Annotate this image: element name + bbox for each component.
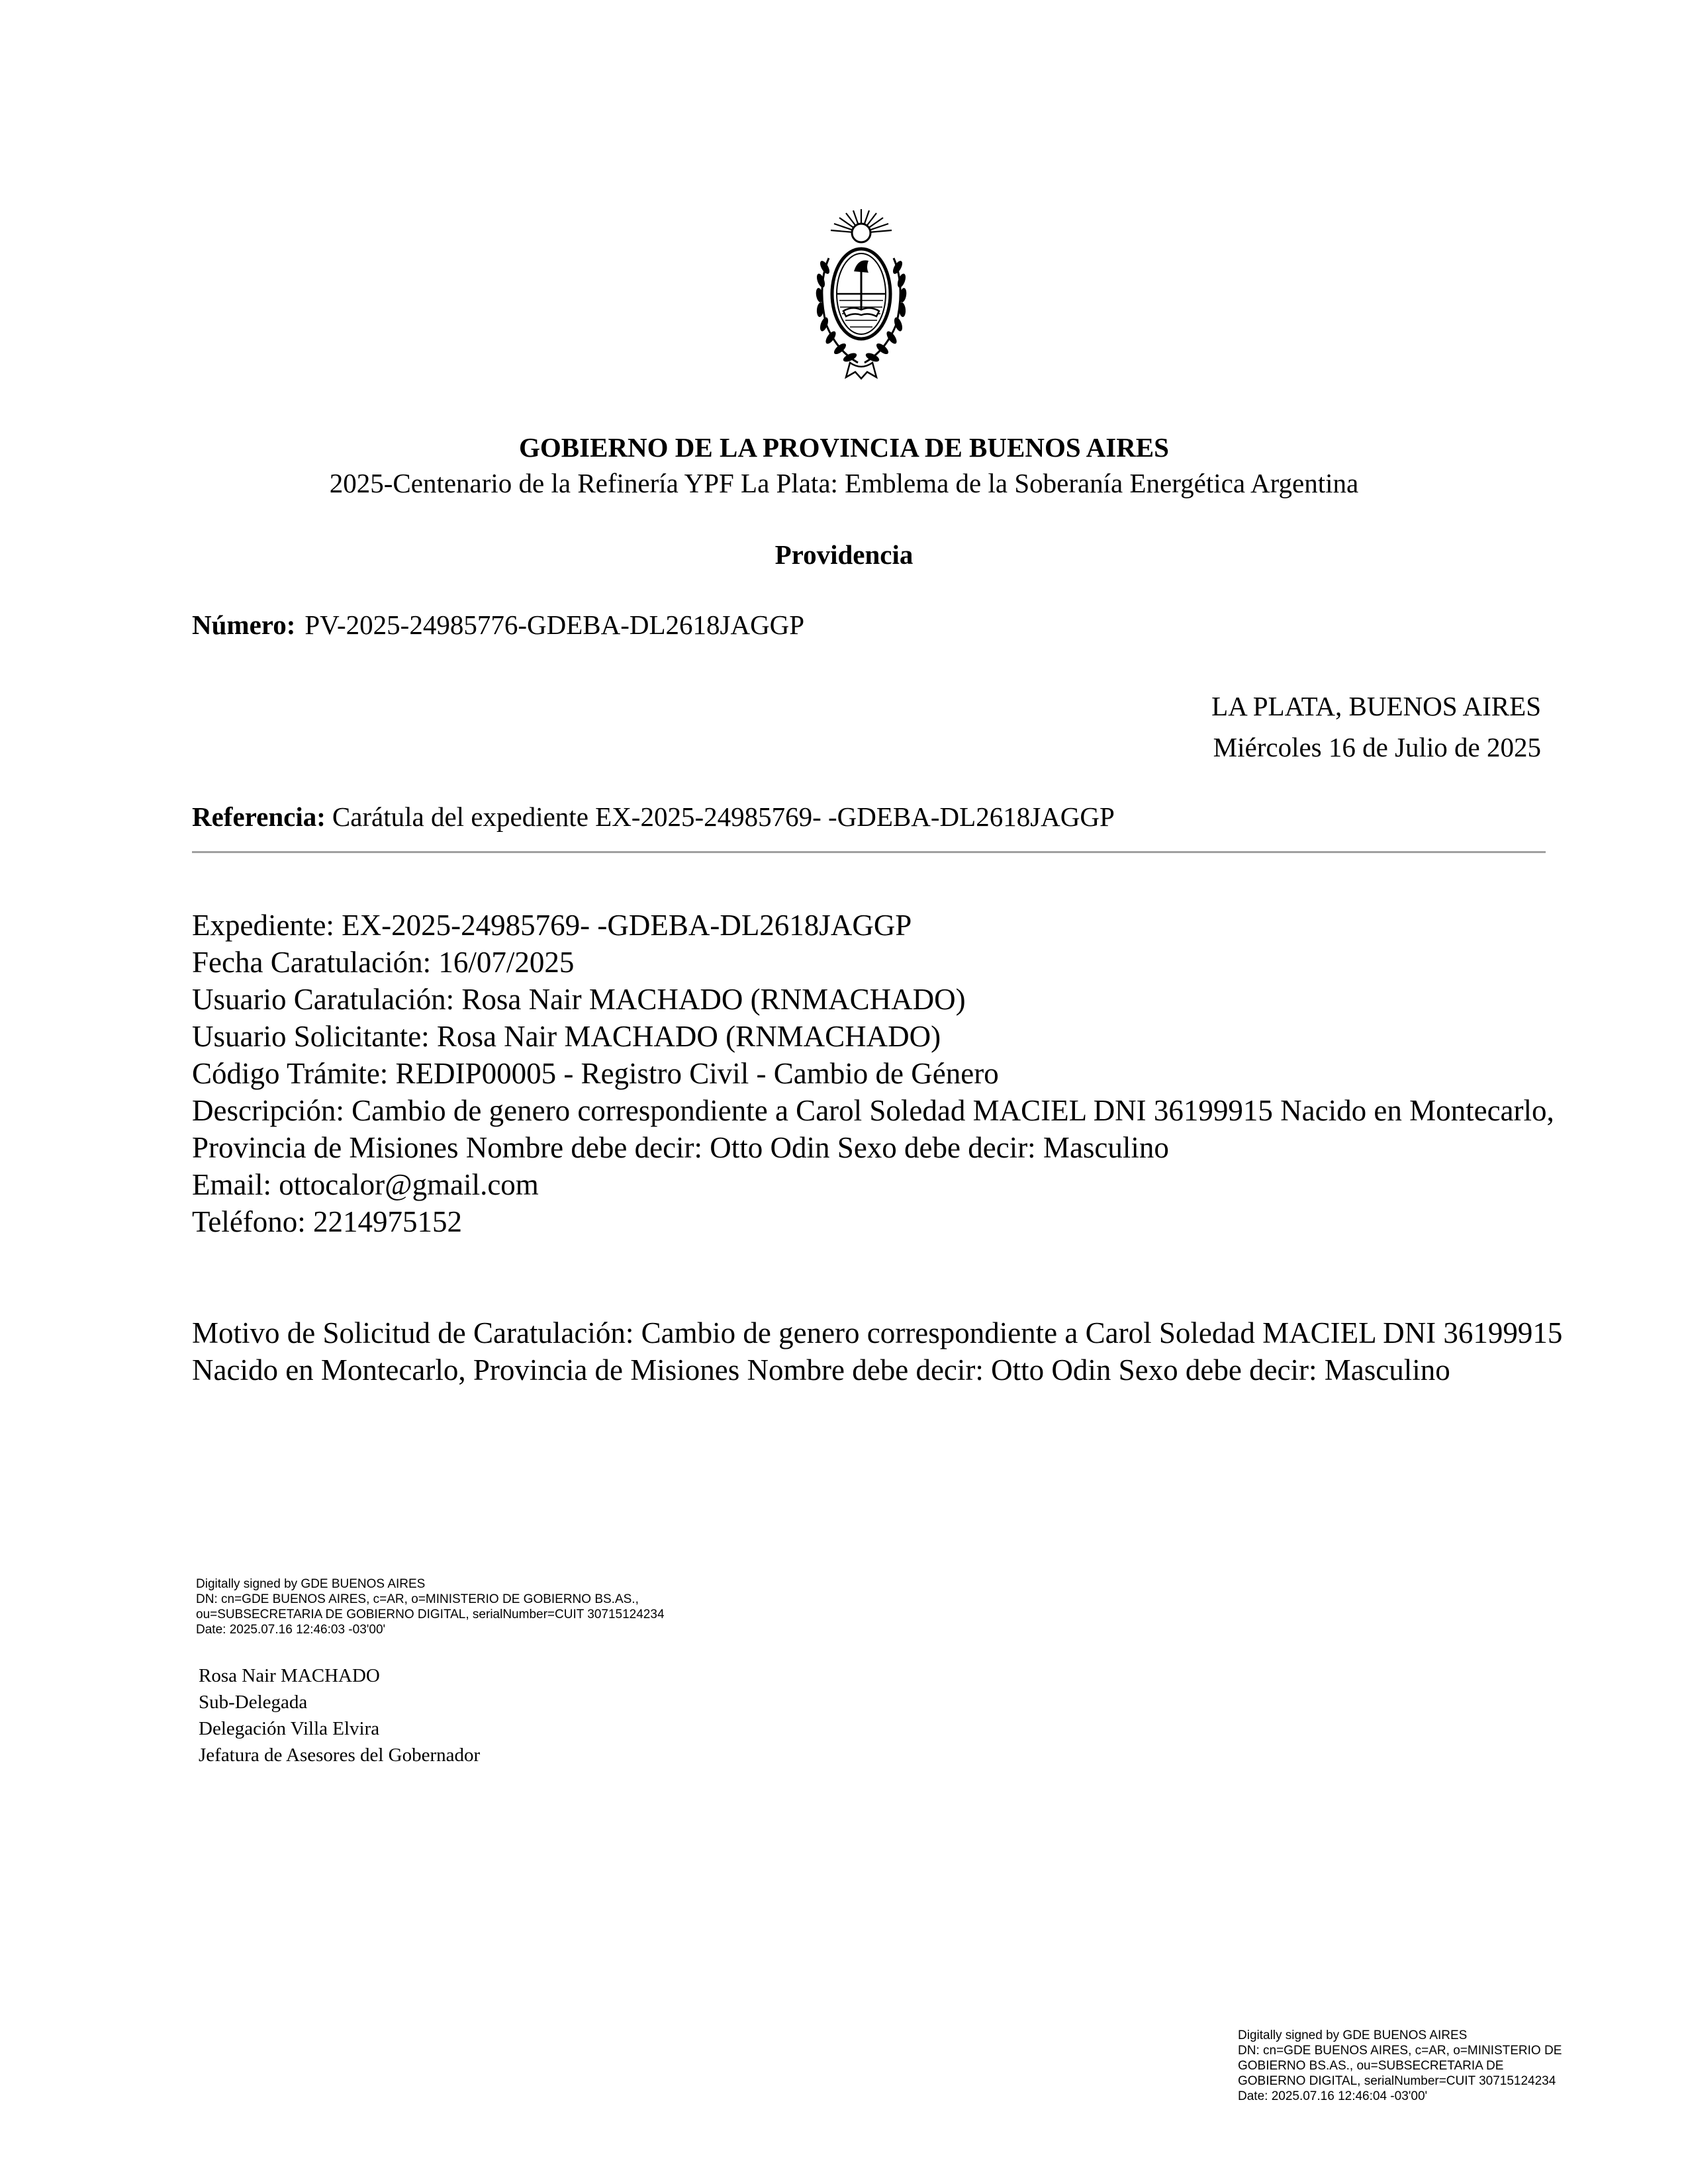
request-reason: Motivo de Solicitud de Caratulación: Cambio de genero correspondiente a Carol Soledad MACIEL DNI 36199915 Nacido en Montecarlo, Provincia de Misiones Nombre debe decir: Otto Odin Sexo debe decir: Masculino bbox=[192, 1316, 1563, 1387]
place-and-date bbox=[1211, 686, 1541, 768]
signature-line: ou=SUBSECRETARIA DE GOBIERNO DIGITAL, serialNumber=CUIT 30715124234 bbox=[196, 1608, 665, 1621]
detail-line: Email: ottocalor@gmail.com bbox=[192, 1168, 539, 1201]
reference bbox=[192, 801, 1115, 833]
detail-line: Usuario Caratulación: Rosa Nair MACHADO (RNMACHADO) bbox=[192, 983, 966, 1016]
detail-line: Teléfono: 2214975152 bbox=[192, 1205, 463, 1238]
detail-line: Descripción: Cambio de genero correspondiente a Carol Soledad MACIEL DNI 36199915 Nacido en Montecarlo, Provincia de Misiones Nombre debe decir: Otto Odin Sexo debe decir: Masculino bbox=[192, 1094, 1554, 1164]
detail-line: Código Trámite: REDIP00005 - Registro Civil - Cambio de Género bbox=[192, 1057, 999, 1090]
signer-name: Rosa Nair MACHADO bbox=[199, 1665, 380, 1686]
reference-value: Carátula del expediente EX-2025-24985769- -GDEBA-DL2618JAGGP bbox=[332, 801, 1115, 832]
government-motto: 2025-Centenario de la Refinería YPF La Plata: Emblema de la Soberanía Energética Argentina bbox=[329, 468, 1359, 498]
signer-block bbox=[199, 1662, 480, 1768]
signature-line: DN: cn=GDE BUENOS AIRES, c=AR, o=MINISTERIO DE bbox=[1238, 2044, 1562, 2058]
coat-of-arms-icon bbox=[802, 206, 920, 380]
reference-label: Referencia: bbox=[192, 801, 326, 832]
government-title: GOBIERNO DE LA PROVINCIA DE BUENOS AIRES bbox=[519, 432, 1169, 463]
number-value: PV-2025-24985776-GDEBA-DL2618JAGGP bbox=[305, 610, 805, 640]
digital-signature-stamp-footer bbox=[1238, 2028, 1609, 2104]
signature-line: GOBIERNO BS.AS., ou=SUBSECRETARIA DE bbox=[1238, 2059, 1504, 2073]
signer-department: Jefatura de Asesores del Gobernador bbox=[199, 1745, 481, 1766]
detail-line: Fecha Caratulación: 16/07/2025 bbox=[192, 946, 575, 979]
place: LA PLATA, BUENOS AIRES bbox=[1211, 691, 1541, 721]
signature-line: Date: 2025.07.16 12:46:04 -03'00' bbox=[1238, 2089, 1428, 2103]
signer-position: Sub-Delegada bbox=[199, 1692, 308, 1713]
number-label: Número: bbox=[192, 610, 296, 640]
signature-line: Date: 2025.07.16 12:46:03 -03'00' bbox=[196, 1623, 386, 1637]
divider bbox=[192, 851, 1546, 853]
signature-line: GOBIERNO DIGITAL, serialNumber=CUIT 30715124234 bbox=[1238, 2074, 1556, 2088]
detail-line: Usuario Solicitante: Rosa Nair MACHADO (RNMACHADO) bbox=[192, 1020, 941, 1053]
document-type: Providencia bbox=[774, 539, 914, 570]
signature-line: Digitally signed by GDE BUENOS AIRES bbox=[196, 1577, 426, 1591]
document-number bbox=[192, 609, 804, 641]
case-details bbox=[192, 907, 1602, 1240]
signer-office: Delegación Villa Elvira bbox=[199, 1718, 380, 1739]
signature-line: Digitally signed by GDE BUENOS AIRES bbox=[1238, 2028, 1468, 2042]
date: Miércoles 16 de Julio de 2025 bbox=[1213, 732, 1541, 762]
detail-line: Expediente: EX-2025-24985769- -GDEBA-DL2618JAGGP bbox=[192, 909, 912, 942]
signature-line: DN: cn=GDE BUENOS AIRES, c=AR, o=MINISTERIO DE GOBIERNO BS.AS., bbox=[196, 1592, 639, 1606]
digital-signature-stamp bbox=[196, 1576, 792, 1637]
